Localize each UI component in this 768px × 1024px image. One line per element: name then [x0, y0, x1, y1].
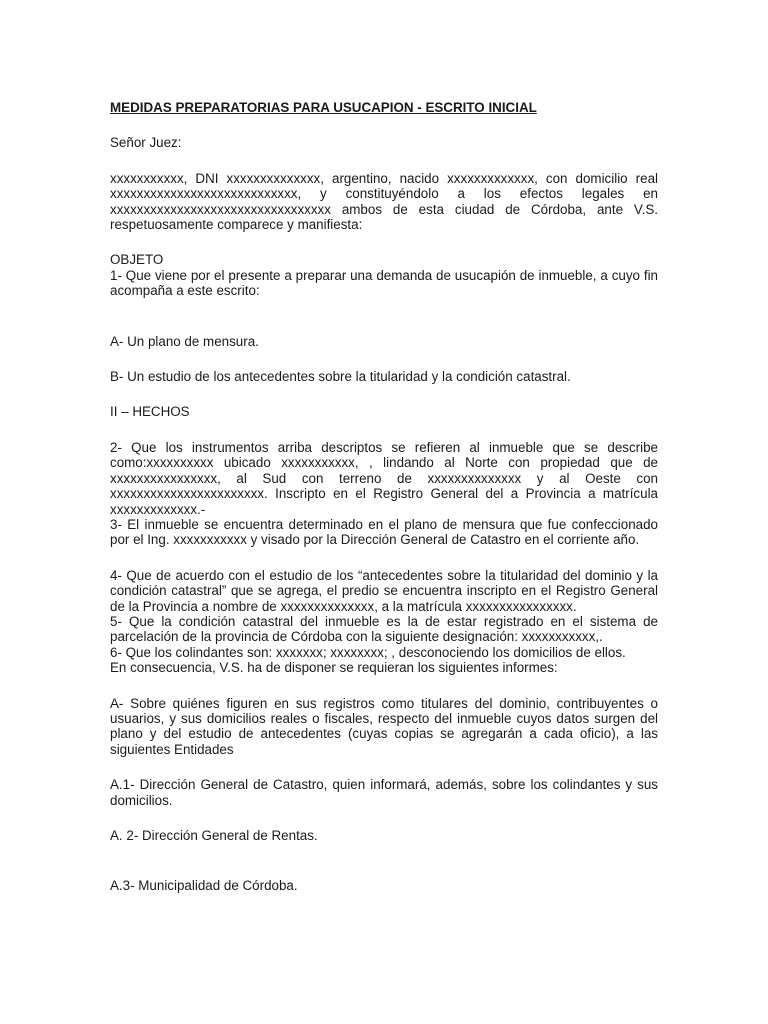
hechos-paragraph-6: 6- Que los colindantes son: xxxxxxx; xxxxxxxx; , desconociendo los domicilios de ellos.	[110, 644, 626, 660]
informe-a: A- Sobre quiénes figuren en sus registros como titulares del dominio, contribuyentes o usuarios, y sus domicilios reales o fiscales, respecto del inmueble cuyos datos surgen del plano y del estudio de antecedentes (cuyas copias se agregarán a cada oficio), a las siguientes Entidades	[110, 695, 658, 757]
informe-a3: A.3- Municipalidad de Córdoba.	[110, 878, 298, 894]
objeto-paragraph-1: 1- Que viene por el presente a preparar una demanda de usucapión de inmueble, a cuyo fin acompaña a este escrito:	[110, 267, 658, 299]
objeto-heading: OBJETO	[110, 252, 164, 268]
objeto-item-a: A- Un plano de mensura.	[110, 333, 259, 349]
hechos-heading: II – HECHOS	[110, 404, 190, 420]
hechos-paragraph-4: 4- Que de acuerdo con el estudio de los “antecedentes sobre la titularidad del dominio y la condición catastral” que se agrega, el predio se encuentra inscripto en el Registro General de la Provincia a nombre de xxxxxxxxxxxxxx, a la matrícula xxxxxxxxxxxxxxxx.	[110, 567, 658, 614]
informe-a2: A. 2- Dirección General de Rentas.	[110, 828, 318, 843]
intro-paragraph: xxxxxxxxxxx, DNI xxxxxxxxxxxxxx, argentino, nacido xxxxxxxxxxxxx, con domicilio real xxxxxxxxxxxxxxxxxxxxxxxxxxxx, y constituyéndolo a los efectos legales en xxxxxxxxxxxxxxxxxxxxxxxxxxxxxxxxx ambos de esta ciudad de Córdoba, ante V.S. respetuosamente comparece y manifiesta:	[110, 170, 658, 233]
objeto-item-b: B- Un estudio de los antecedentes sobre la titularidad y la condición catastral.	[110, 369, 571, 385]
hechos-paragraph-5: 5- Que la condición catastral del inmueble es la de estar registrado en el sistema de parcelación de la provincia de Córdoba con la siguiente designación: xxxxxxxxxxx,.	[110, 613, 658, 645]
hechos-paragraph-7: En consecuencia, V.S. ha de disponer se requieran los siguientes informes:	[110, 660, 558, 676]
hechos-paragraph-3: 3- El inmueble se encuentra determinado en el plano de mensura que fue confeccionado por el Ing. xxxxxxxxxxx y visado por la Dirección General de Catastro en el corriente año.	[110, 516, 658, 548]
document-title: MEDIDAS PREPARATORIAS PARA USUCAPION - ESCRITO INICIAL	[110, 100, 537, 115]
salutation: Señor Juez:	[110, 135, 182, 151]
informe-a1: A.1- Dirección General de Catastro, quien informará, además, sobre los colindantes y sus domicilios.	[110, 777, 658, 808]
hechos-paragraph-2: 2- Que los instrumentos arriba descriptos se refieren al inmueble que se describe como:xxxxxxxxxx ubicado xxxxxxxxxxx, , lindando al Norte con propiedad que de xxxxxxxxxxxxxxxx, al Sud con terreno de xxxxxxxxxxxxxx y al Oeste con xxxxxxxxxxxxxxxxxxxxxxx. Inscripto en el Registro General del a Provincia a matrícula xxxxxxxxxxxxx.-	[110, 439, 658, 517]
document-body	[110, 100, 658, 894]
